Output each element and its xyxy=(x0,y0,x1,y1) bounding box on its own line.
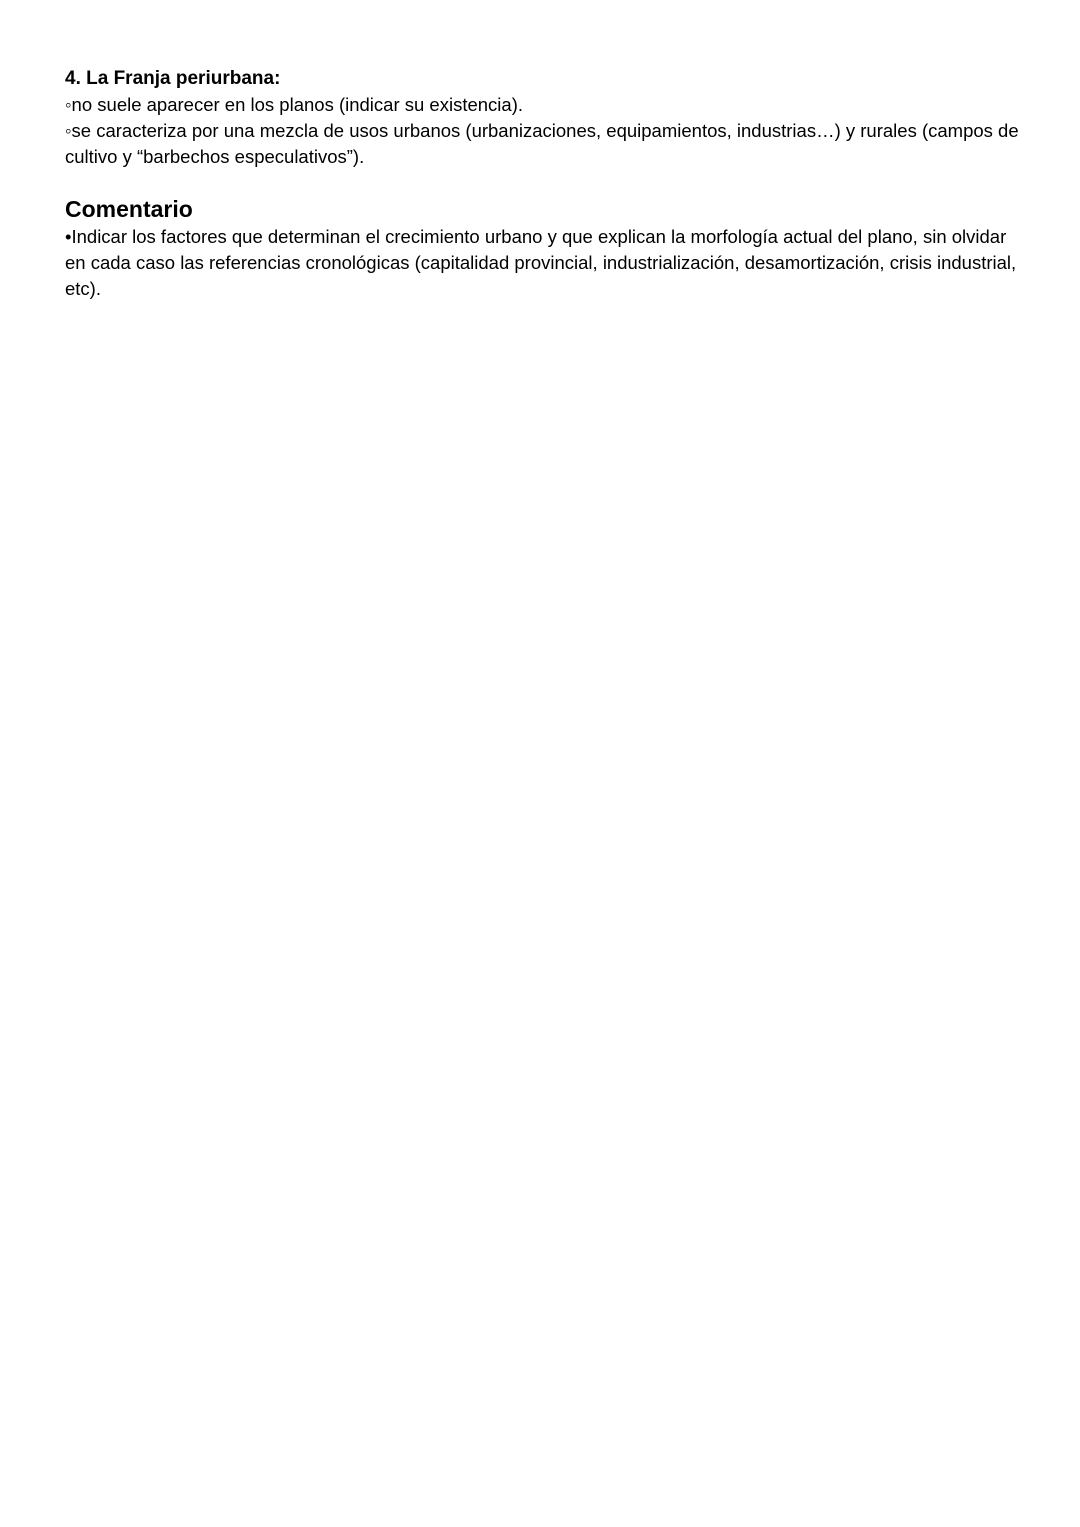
section-comentario xyxy=(65,194,1025,302)
document-page xyxy=(65,66,1025,302)
bullet-item: •Indicar los factores que determinan el crecimiento urbano y que explican la morfología actual del plano, sin olvidar en cada caso las referencias cronológicas (capitalidad provincial, industrialización, desamortización, crisis industrial, etc). xyxy=(65,226,1017,299)
bullet-item: ◦se caracteriza por una mezcla de usos urbanos (urbanizaciones, equipamientos, industrias…) y rurales (campos de cultivo y “barbechos especulativos”). xyxy=(65,120,1019,167)
section-heading: 4. La Franja periurbana: xyxy=(65,68,281,89)
comentario-title: Comentario xyxy=(65,196,193,222)
section-franja-periurbana xyxy=(65,66,1025,170)
bullet-item: ◦no suele aparecer en los planos (indicar su existencia). xyxy=(65,94,524,115)
